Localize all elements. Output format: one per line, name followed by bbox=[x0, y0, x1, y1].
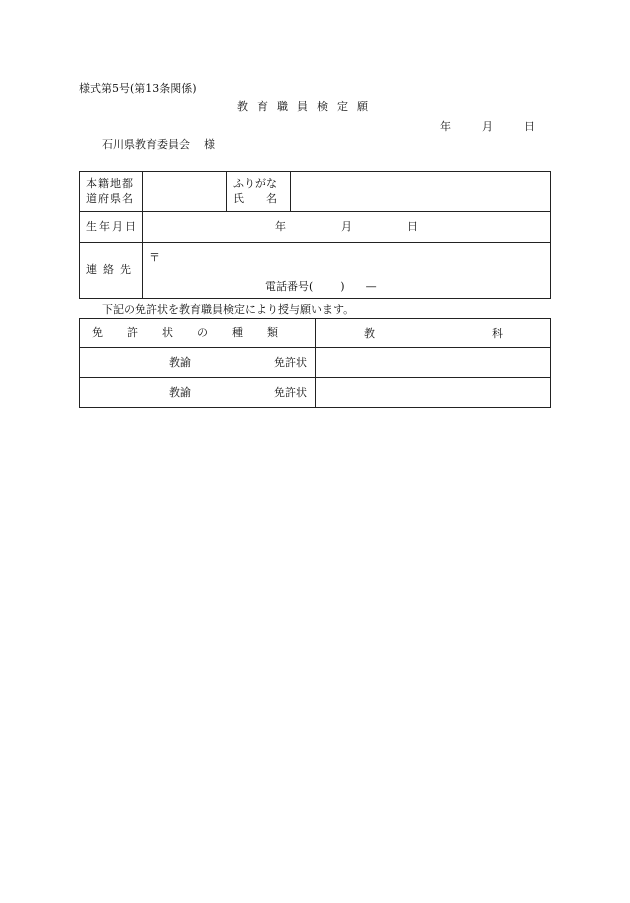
table-row bbox=[80, 319, 551, 348]
birth-month-label: 月 bbox=[341, 219, 352, 233]
phone-label: 電話番号( bbox=[265, 280, 314, 293]
domicile-field[interactable] bbox=[143, 172, 227, 212]
subject-field[interactable] bbox=[316, 348, 551, 378]
subject-header: 教 科 bbox=[316, 319, 551, 348]
license-label: 免許状 bbox=[274, 386, 307, 399]
table-row bbox=[80, 348, 551, 378]
name-label-cell bbox=[227, 172, 291, 212]
teacher-label: 教諭 bbox=[169, 386, 191, 399]
birth-day-label: 日 bbox=[407, 219, 418, 233]
table-row bbox=[80, 243, 551, 299]
license-type-header: 免 許 状 の 種 類 bbox=[80, 319, 316, 348]
date-day-label: 日 bbox=[524, 120, 535, 133]
domicile-label: 本籍地都 道府県名 bbox=[80, 172, 143, 212]
table-row bbox=[80, 378, 551, 408]
addressee-name: 石川県教育委員会 bbox=[102, 138, 190, 151]
license-type-field[interactable] bbox=[80, 378, 316, 408]
submission-date bbox=[440, 121, 535, 132]
furigana-label: ふりがな bbox=[233, 176, 277, 190]
applicant-table bbox=[79, 171, 551, 299]
form-number: 様式第5号(第13条関係) bbox=[79, 82, 197, 95]
table-row bbox=[80, 212, 551, 243]
name-label: 氏 名 bbox=[233, 191, 277, 205]
table-row bbox=[80, 172, 551, 212]
birth-year-label: 年 bbox=[275, 219, 286, 233]
phone-line bbox=[265, 280, 377, 295]
phone-dash: — bbox=[365, 280, 377, 293]
subject-field[interactable] bbox=[316, 378, 551, 408]
postal-mark: 〒 bbox=[149, 251, 160, 264]
document-title: 教育職員検定願 bbox=[237, 100, 377, 113]
license-label: 免許状 bbox=[274, 356, 307, 369]
teacher-label: 教諭 bbox=[169, 356, 191, 369]
birthdate-field[interactable] bbox=[143, 212, 551, 243]
license-table bbox=[79, 318, 551, 408]
contact-label: 連絡先 bbox=[80, 243, 143, 299]
license-type-field[interactable] bbox=[80, 348, 316, 378]
birthdate-label: 生年月日 bbox=[80, 212, 143, 243]
contact-field[interactable] bbox=[143, 243, 551, 299]
date-month-label: 月 bbox=[482, 120, 493, 133]
addressee bbox=[102, 139, 215, 150]
phone-paren-close: ) bbox=[340, 280, 345, 293]
name-field[interactable] bbox=[291, 172, 551, 212]
addressee-honorific: 様 bbox=[204, 138, 215, 151]
date-year-label: 年 bbox=[440, 120, 451, 133]
request-statement: 下記の免許状を教育職員検定により授与願います。 bbox=[102, 303, 355, 316]
